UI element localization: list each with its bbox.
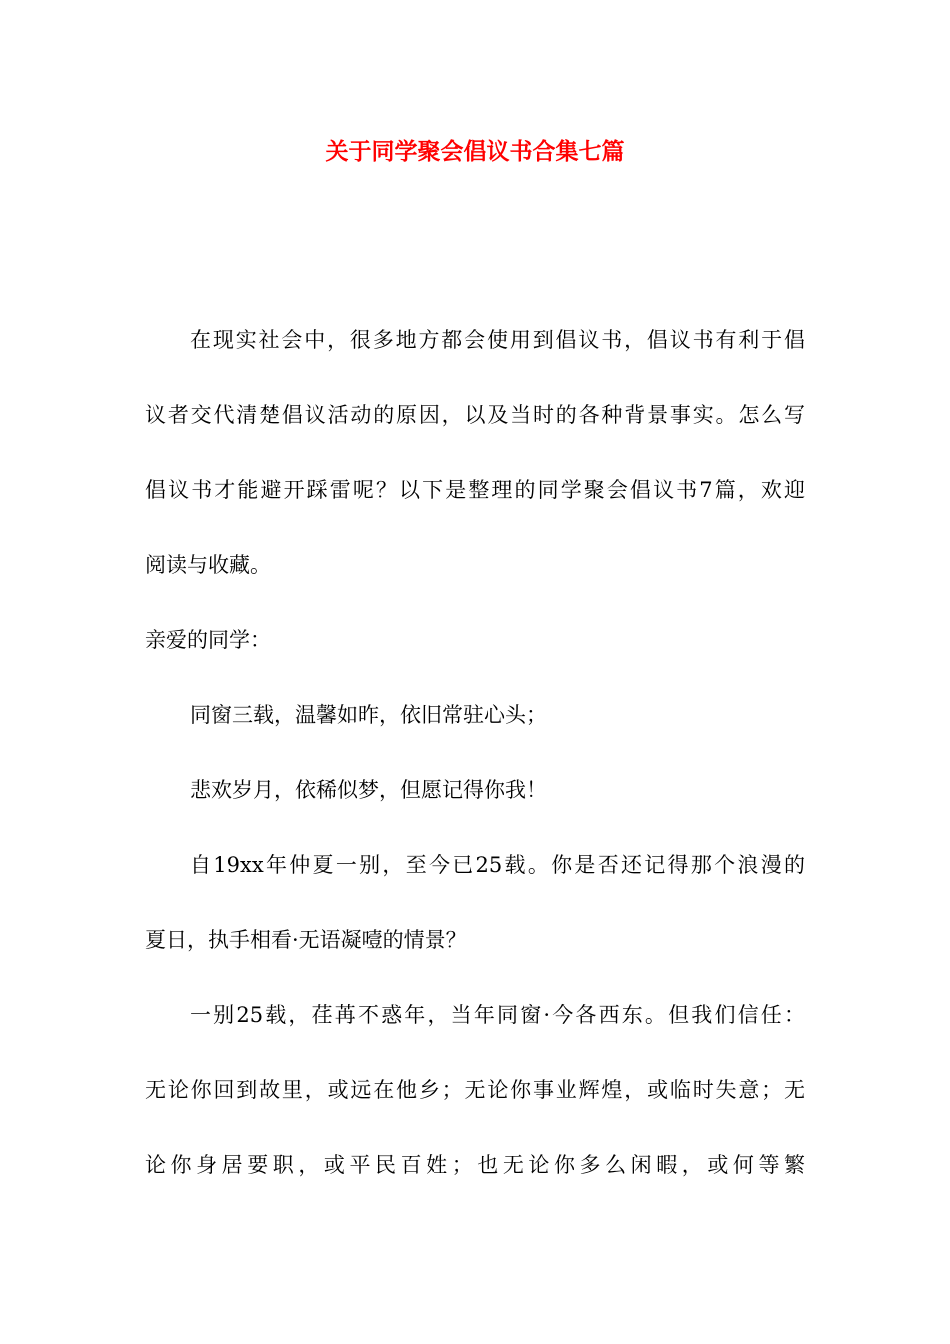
paragraph-line: 无论你回到故里，或远在他乡；无论你事业辉煌，或临时失意；无 [145,1078,805,1102]
paragraph-line: 阅读与收藏。 [145,553,271,577]
salutation-line: 亲爱的同学： [145,628,271,652]
paragraph-line: 倡议书才能避开踩雷呢？以下是整理的同学聚会倡议书7篇，欢迎 [145,478,805,502]
paragraph-line: 论你身居要职，或平民百姓；也无论你多么闲暇，或何等繁 [145,1153,805,1177]
paragraph-line: 在现实社会中，很多地方都会使用到倡议书，倡议书有利于倡 [190,328,805,352]
paragraph-line: 夏日，执手相看·无语凝噎的情景？ [145,928,467,952]
paragraph-line: 议者交代清楚倡议活动的原因，以及当时的各种背景事实。怎么写 [145,403,805,427]
document-title: 关于同学聚会倡议书合集七篇 [325,138,625,165]
paragraph-line: 悲欢岁月，依稀似梦，但愿记得你我！ [190,778,547,802]
paragraph-line: 自19xx年仲夏一别，至今已25载。你是否还记得那个浪漫的 [190,853,805,877]
paragraph-line: 一别25载，荏苒不惑年，当年同窗·今各西东。但我们信任： [190,1003,805,1027]
paragraph-line: 同窗三载，温馨如昨，依旧常驻心头； [190,703,547,727]
